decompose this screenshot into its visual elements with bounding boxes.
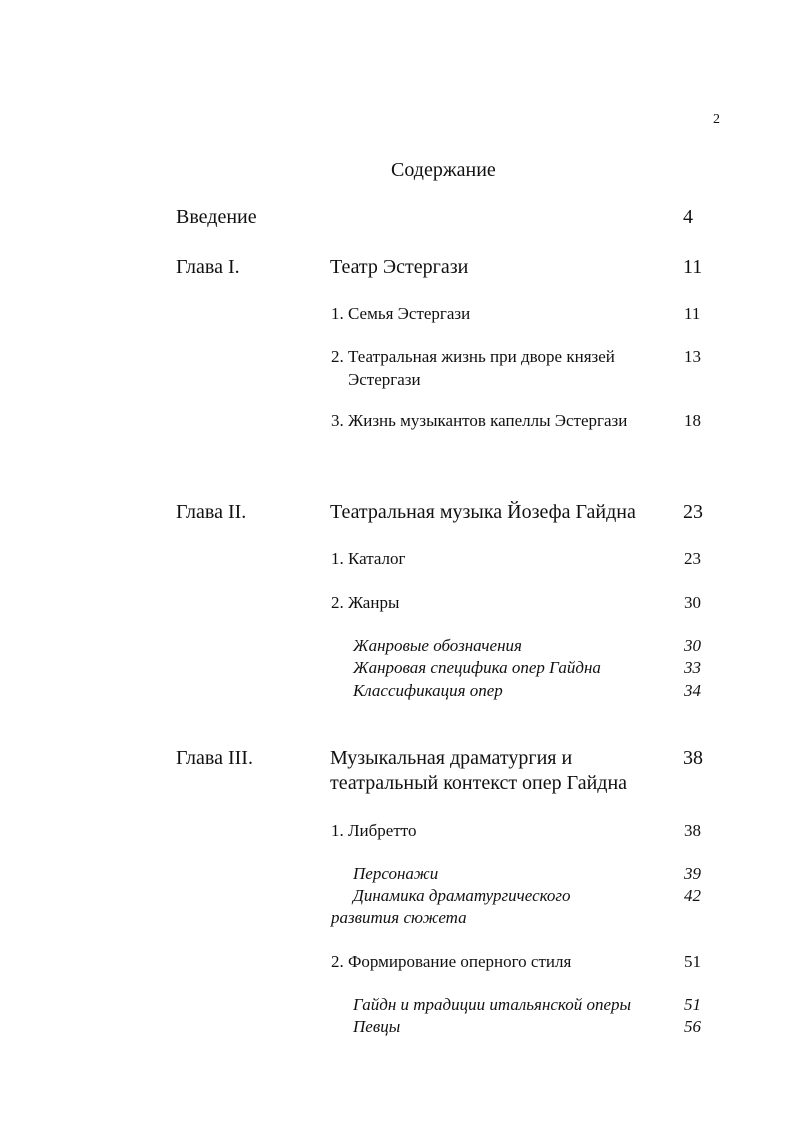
- intro-label: Введение: [176, 206, 257, 228]
- chapter1-section1-page: 11: [684, 304, 701, 323]
- chapter1-page: 11: [683, 256, 703, 278]
- chapter3-section1-sub2-cont: развития сюжета: [331, 908, 467, 927]
- page-title: Содержание: [391, 159, 496, 181]
- chapter3-section1: 1. Либретто: [331, 821, 417, 840]
- chapter3-section1-sub1: Персонажи: [353, 864, 439, 883]
- chapter2-title: Театральная музыка Йозефа Гайдна: [330, 501, 636, 523]
- chapter3-section2: 2. Формирование оперного стиля: [331, 952, 572, 971]
- chapter1-section2: 2. Театральная жизнь при дворе князей: [331, 347, 615, 366]
- intro-page: 4: [683, 206, 693, 228]
- chapter1-label: Глава I.: [176, 256, 240, 278]
- chapter2-section1: 1. Каталог: [331, 549, 406, 568]
- chapter2-subsection3: Классификация опер: [353, 681, 503, 700]
- chapter3-section2-sub2-page: 56: [684, 1017, 701, 1036]
- chapter3-section2-sub2: Певцы: [353, 1017, 401, 1036]
- chapter2-subsection1: Жанровые обозначения: [353, 636, 522, 655]
- chapter2-section2-page: 30: [684, 593, 701, 612]
- chapter3-section2-sub1: Гайдн и традиции итальянской оперы: [353, 995, 632, 1014]
- chapter1-title: Театр Эстергази: [330, 256, 469, 278]
- chapter3-title-line1: Музыкальная драматургия и: [330, 747, 573, 769]
- page-number: 2: [713, 112, 720, 127]
- chapter2-subsection2-page: 33: [684, 658, 701, 677]
- chapter1-section3-page: 18: [684, 411, 701, 430]
- chapter1-section3: 3. Жизнь музыкантов капеллы Эстергази: [331, 411, 628, 430]
- chapter3-section2-sub1-page: 51: [684, 995, 701, 1014]
- chapter2-subsection1-page: 30: [684, 636, 701, 655]
- chapter3-section1-sub2: Динамика драматургического: [353, 886, 571, 905]
- chapter1-section2-page: 13: [684, 347, 701, 366]
- chapter2-label: Глава II.: [176, 501, 247, 523]
- chapter2-page: 23: [683, 501, 703, 523]
- chapter3-title-line2: театральный контекст опер Гайдна: [330, 772, 628, 794]
- chapter1-section1: 1. Семья Эстергази: [331, 304, 471, 323]
- chapter1-section2-cont: Эстергази: [348, 370, 421, 389]
- chapter3-section2-page: 51: [684, 952, 701, 971]
- chapter3-section1-sub1-page: 39: [684, 864, 701, 883]
- chapter2-subsection2: Жанровая специфика опер Гайдна: [353, 658, 601, 677]
- chapter3-label: Глава III.: [176, 747, 253, 769]
- chapter3-page: 38: [683, 747, 703, 769]
- chapter2-section1-page: 23: [684, 549, 701, 568]
- chapter3-section1-sub2-page: 42: [684, 886, 701, 905]
- chapter2-section2: 2. Жанры: [331, 593, 400, 612]
- chapter2-subsection3-page: 34: [684, 681, 701, 700]
- chapter3-section1-page: 38: [684, 821, 701, 840]
